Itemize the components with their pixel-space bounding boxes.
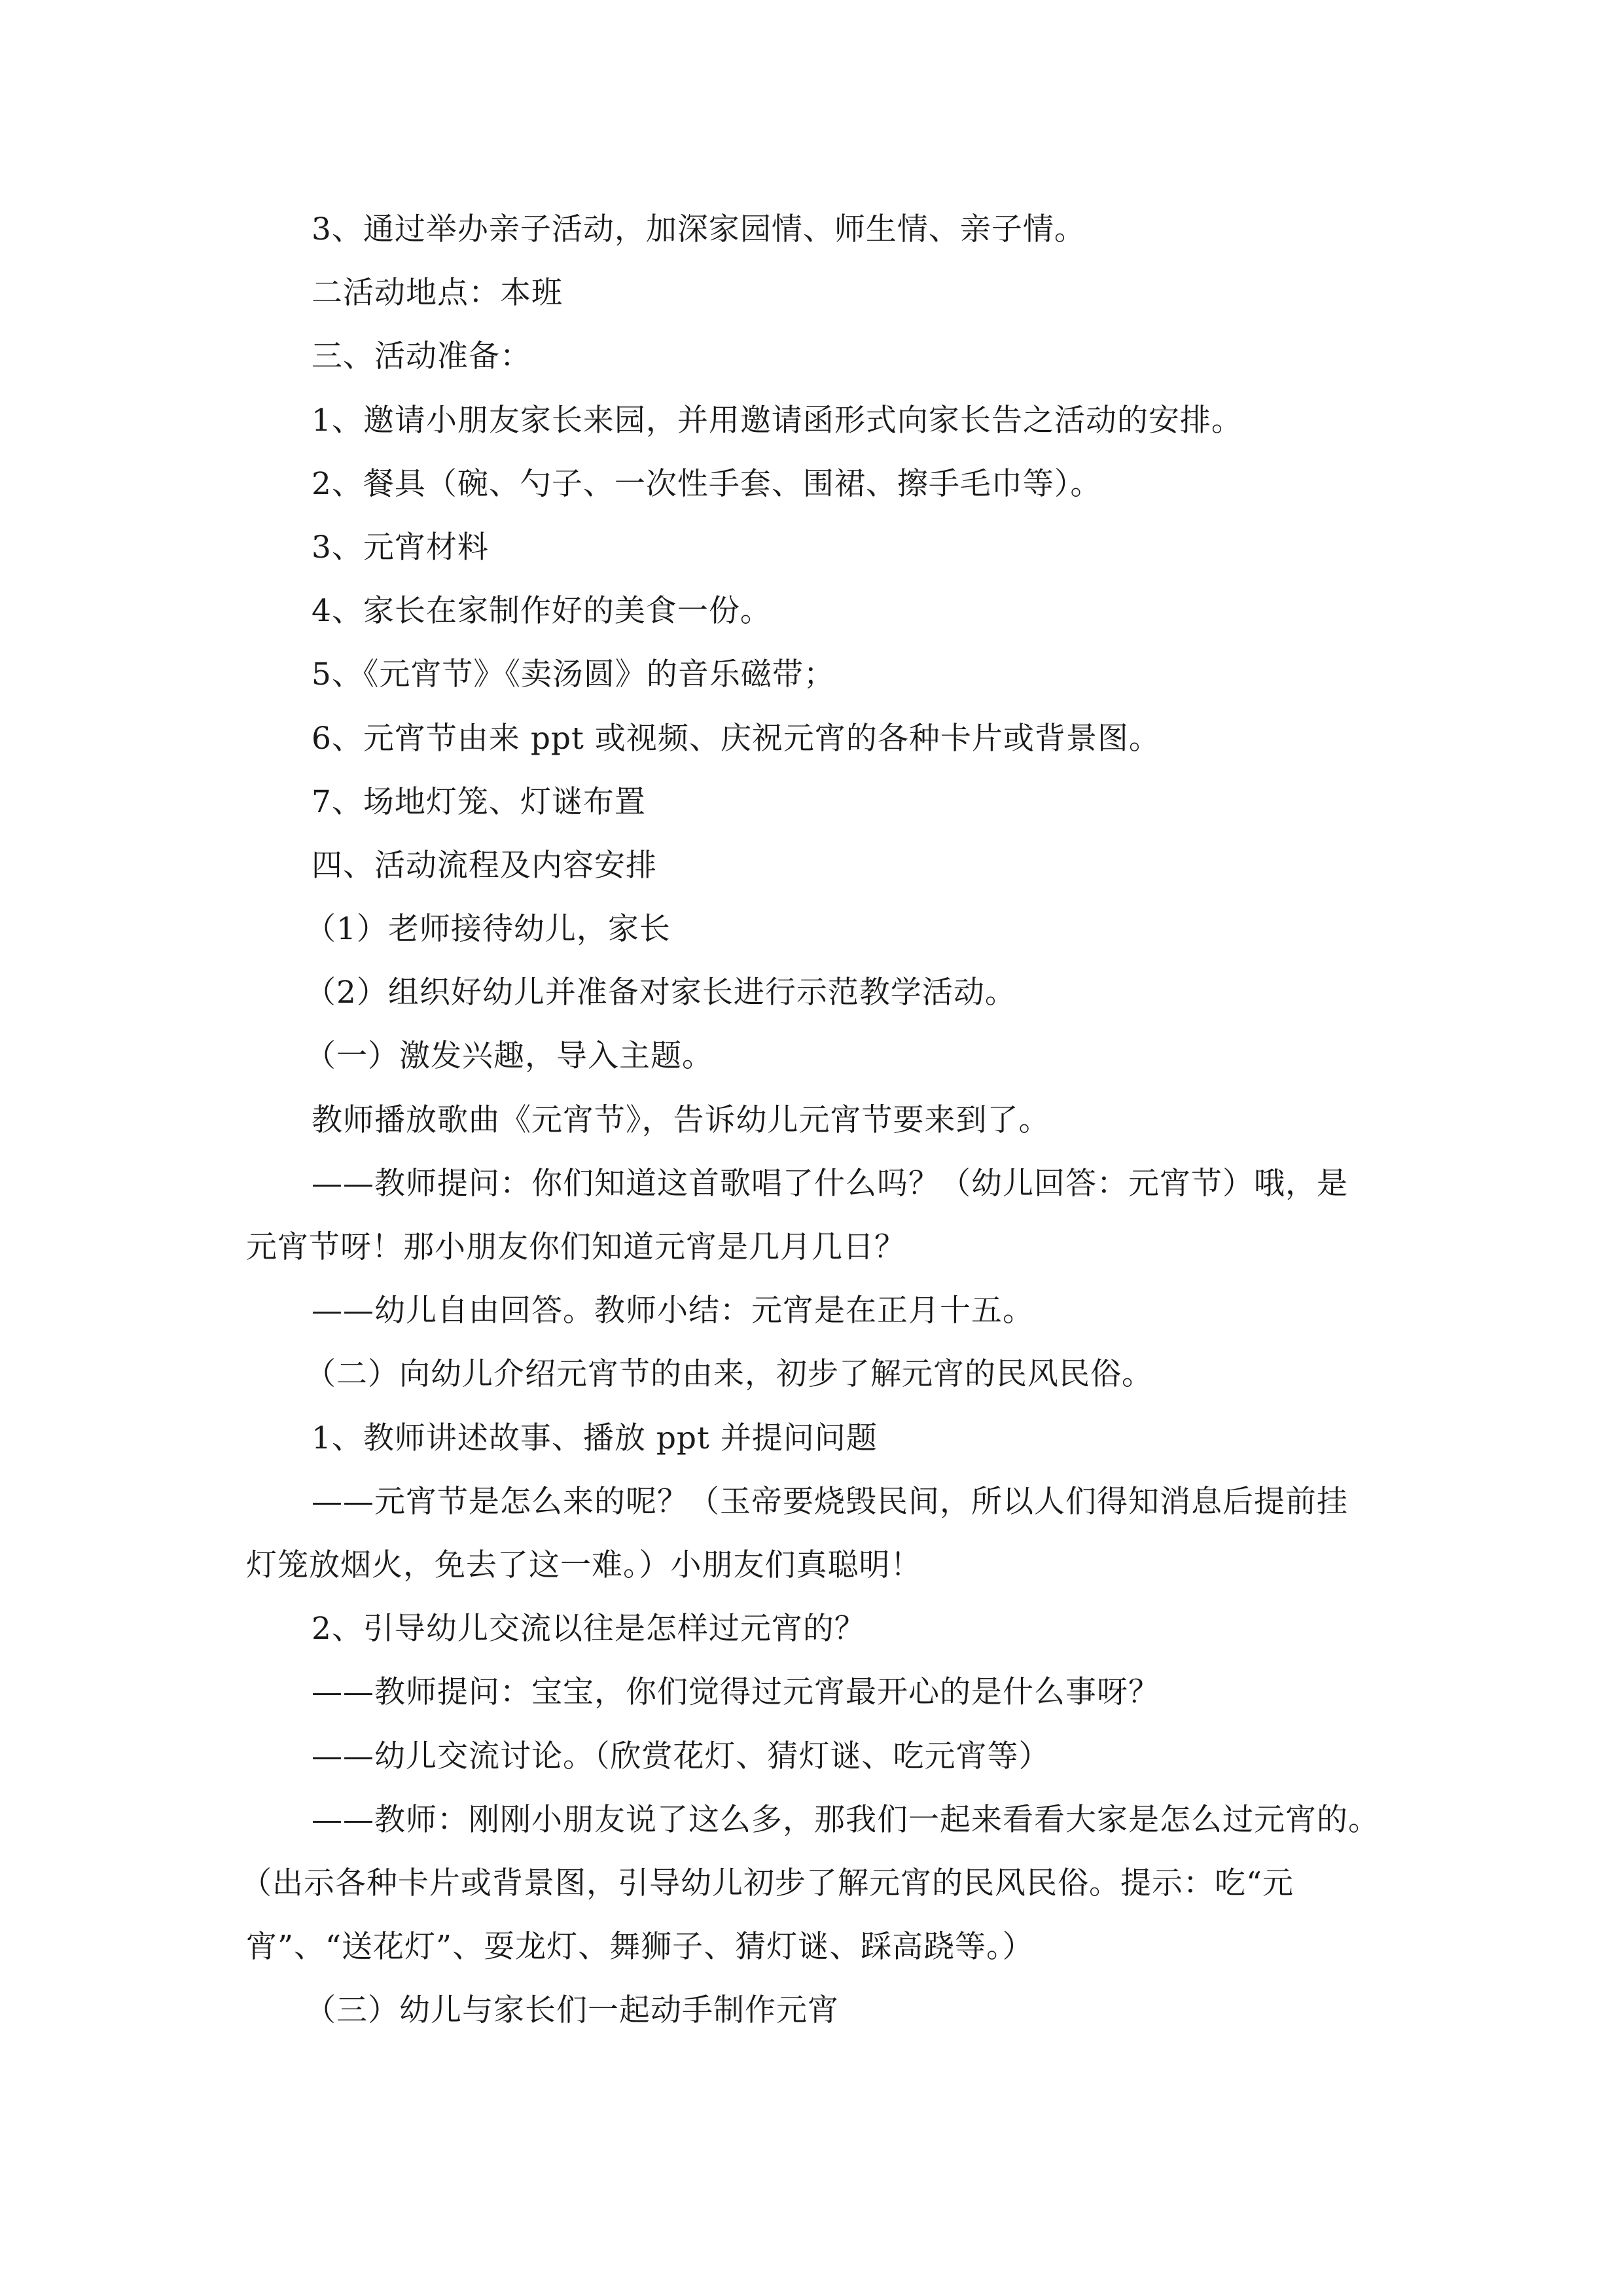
paragraph-line: 2、引导幼儿交流以往是怎样过元宵的？ [312, 1611, 866, 1647]
paragraph-line: ——幼儿自由回答。教师小结：元宵是在正月十五。 [312, 1293, 1034, 1329]
paragraph-line: ——教师：刚刚小朋友说了这么多，那我们一起来看看大家是怎么过元宵的。 [312, 1801, 1380, 1838]
paragraph-line: （1）老师接待幼儿，家长 [305, 911, 671, 948]
paragraph-line: 2、餐具（碗、勺子、一次性手套、围裙、擦手毛巾等）。 [312, 465, 1102, 502]
paragraph-line: 1、教师讲述故事、播放 ppt 并提问问题 [312, 1420, 878, 1456]
subsection-heading: （二）向幼儿介绍元宵节的由来，初步了解元宵的民风民俗。 [305, 1356, 1153, 1393]
paragraph-line: 6、元宵节由来 ppt 或视频、庆祝元宵的各种卡片或背景图。 [312, 720, 1160, 757]
paragraph-line: （出示各种卡片或背景图，引导幼儿初步了解元宵的民风民俗。提示：吃“元 [241, 1865, 1294, 1901]
paragraph-line: 3、元宵材料 [312, 529, 489, 565]
paragraph-line: 元宵节呀！那小朋友你们知道元宵是几月几日？ [246, 1229, 906, 1265]
subsection-heading: （三）幼儿与家长们一起动手制作元宵 [305, 1992, 839, 2029]
paragraph-line: 7、场地灯笼、灯谜布置 [312, 783, 646, 820]
paragraph-line: 宵”、“送花灯”、耍龙灯、舞狮子、猜灯谜、踩高跷等。） [246, 1929, 1034, 1965]
paragraph-line: （2）组织好幼儿并准备对家长进行示范教学活动。 [305, 975, 1016, 1011]
paragraph-line: ——教师提问：宝宝，你们觉得过元宵最开心的是什么事呀？ [312, 1674, 1160, 1711]
paragraph-line: 4、家长在家制作好的美食一份。 [312, 593, 772, 630]
paragraph-line: 教师播放歌曲《元宵节》，告诉幼儿元宵节要来到了。 [312, 1102, 1050, 1138]
paragraph-line: ——幼儿交流讨论。（欣赏花灯、猜灯谜、吃元宵等） [312, 1738, 1050, 1774]
subsection-heading: （一）激发兴趣，导入主题。 [305, 1038, 713, 1075]
section-heading: 四、活动流程及内容安排 [312, 847, 657, 884]
paragraph-line: ——教师提问：你们知道这首歌唱了什么吗？（幼儿回答：元宵节）哦，是 [312, 1165, 1348, 1202]
paragraph-line: 1、邀请小朋友家长来园，并用邀请函形式向家长告之活动的安排。 [312, 402, 1243, 439]
paragraph-line: 5、《元宵节》《卖汤圆》的音乐磁带； [312, 656, 835, 693]
paragraph-line: 3、通过举办亲子活动，加深家园情、师生情、亲子情。 [312, 211, 1086, 247]
paragraph-line: 二活动地点：本班 [312, 275, 563, 312]
paragraph-line: 灯笼放烟火，免去了这一难。）小朋友们真聪明！ [246, 1547, 922, 1583]
paragraph-line: ——元宵节是怎么来的呢？（玉帝要烧毁民间，所以人们得知消息后提前挂 [312, 1483, 1348, 1520]
document-body [241, 198, 1380, 2042]
paragraph-line: 三、活动准备： [312, 338, 531, 375]
